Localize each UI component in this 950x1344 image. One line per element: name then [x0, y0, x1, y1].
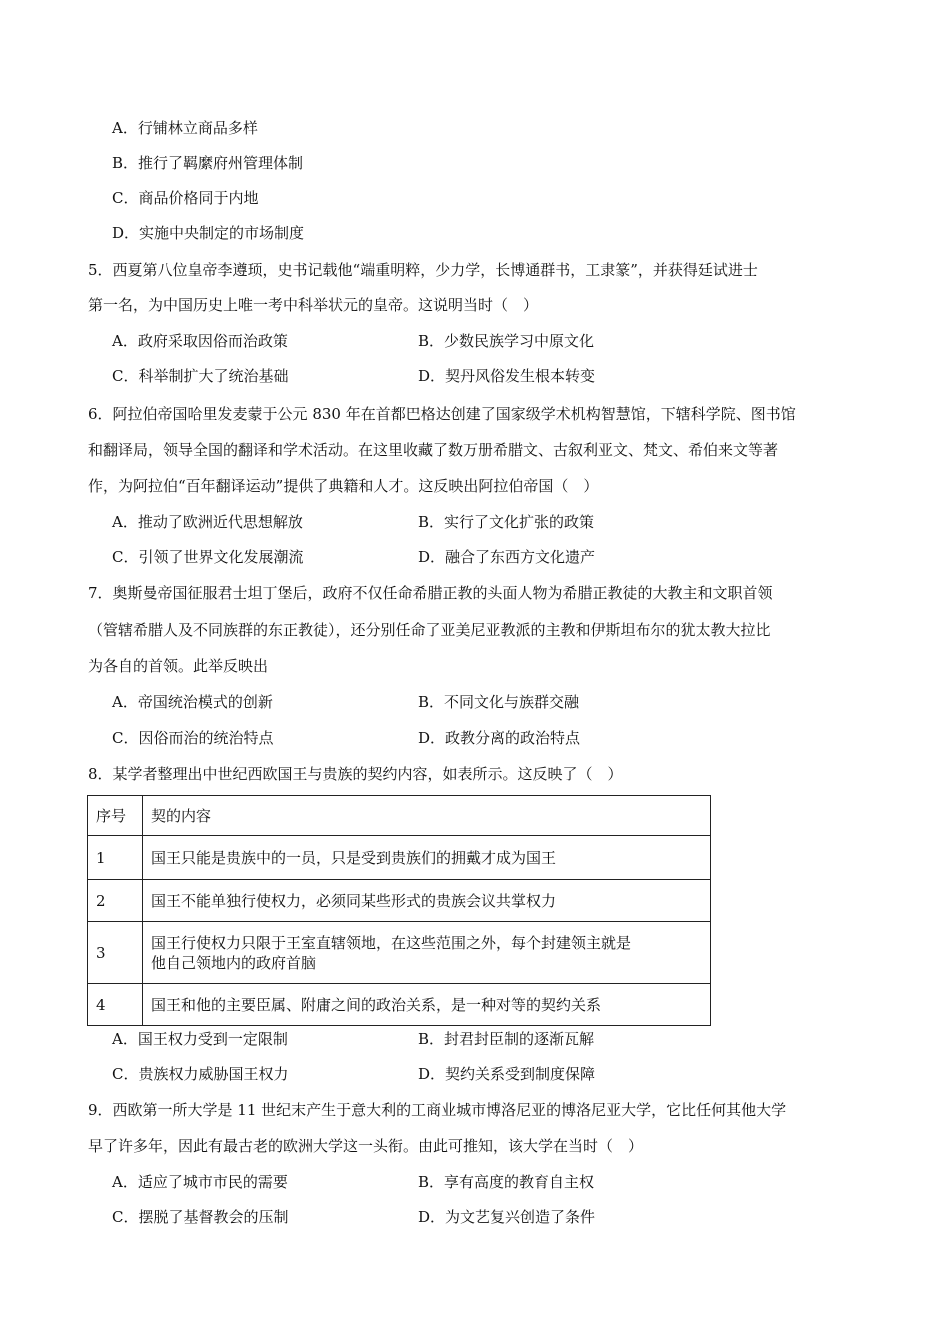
q4-option-c: C．商品价格同于内地 [112, 189, 259, 207]
q5-stem-line-1: 5．西夏第八位皇帝李遵顼，史书记载他“端重明粹，少力学，长博通群书，工隶篆”，并获得廷试进士 [88, 261, 758, 279]
q8-option-b: B．封君封臣制的逐渐瓦解 [418, 1030, 595, 1048]
q7-stem-line-1: 7．奥斯曼帝国征服君士坦丁堡后，政府不仅任命希腊正教的头面人物为希腊正教徒的大教主和文职首领 [88, 584, 773, 602]
table-cell-text-line-2: 他自己领地内的政府首脑 [151, 953, 317, 972]
q7-option-b: B．不同文化与族群交融 [418, 693, 580, 711]
q6-option-d: D．融合了东西方文化遗产 [418, 548, 596, 566]
table-row [88, 922, 711, 984]
q5-option-a: A．政府采取因俗而治政策 [112, 332, 288, 350]
q9-option-b: B．享有高度的教育自主权 [418, 1173, 595, 1191]
q4-option-b: B．推行了羁縻府州管理体制 [112, 154, 304, 172]
q5-stem-line-2: 第一名，为中国历史上唯一考中科举状元的皇帝。这说明当时（ ） [88, 296, 539, 314]
table-cell-num: 4 [88, 984, 143, 1026]
q6-option-a: A．推动了欧洲近代思想解放 [112, 513, 303, 531]
table-cell-text: 国王不能单独行使权力，必须同某些形式的贵族会议共掌权力 [143, 880, 711, 922]
q6-option-c: C．引领了世界文化发展潮流 [112, 548, 304, 566]
table-row [88, 984, 711, 1026]
q9-option-c: C．摆脱了基督教会的压制 [112, 1208, 289, 1226]
q8-option-d: D．契约关系受到制度保障 [418, 1065, 596, 1083]
q9-option-a: A．适应了城市市民的需要 [112, 1173, 288, 1191]
q8-option-a: A．国王权力受到一定限制 [112, 1030, 288, 1048]
table-cell-num: 1 [88, 836, 143, 880]
q7-stem-line-2: （管辖希腊人及不同族群的东正教徒），还分别任命了亚美尼亚教派的主教和伊斯坦布尔的犹太教大拉比 [88, 621, 771, 639]
q8-option-c: C．贵族权力威胁国王权力 [112, 1065, 289, 1083]
table-header-num: 序号 [88, 796, 143, 836]
table-cell-num: 3 [88, 922, 143, 984]
table-header-content: 契的内容 [143, 796, 711, 836]
table-cell-num: 2 [88, 880, 143, 922]
q6-stem-line-3: 作，为阿拉伯“百年翻译运动”提供了典籍和人才。这反映出阿拉伯帝国（ ） [88, 477, 599, 495]
table-cell-text-line-1: 国王行使权力只限于王室直辖领地，在这些范围之外，每个封建领主就是 [151, 933, 632, 952]
q8-stem-line-1: 8．某学者整理出中世纪西欧国王与贵族的契约内容，如表所示。这反映了（ ） [88, 765, 623, 783]
q7-option-d: D．政教分离的政治特点 [418, 729, 581, 747]
q7-option-a: A．帝国统治模式的创新 [112, 693, 273, 711]
q5-option-b: B．少数民族学习中原文化 [418, 332, 595, 350]
table-header-row [88, 796, 711, 836]
q5-option-c: C．科举制扩大了统治基础 [112, 367, 289, 385]
contract-table [87, 795, 711, 1026]
table-cell-text: 国王和他的主要臣属、附庸之间的政治关系，是一种对等的契约关系 [143, 984, 711, 1026]
table-row [88, 880, 711, 922]
table-row [88, 836, 711, 880]
q6-stem-line-2: 和翻译局，领导全国的翻译和学术活动。在这里收藏了数万册希腊文、古叙利亚文、梵文、希伯来文等著 [88, 441, 779, 459]
q6-option-b: B．实行了文化扩张的政策 [418, 513, 595, 531]
q4-option-a: A．行铺林立商品多样 [112, 119, 258, 137]
q7-option-c: C．因俗而治的统治特点 [112, 729, 274, 747]
q9-stem-line-2: 早了许多年，因此有最古老的欧洲大学这一头衔。由此可推知，该大学在当时（ ） [88, 1137, 644, 1155]
table-cell-text: 国王只能是贵族中的一员，只是受到贵族们的拥戴才成为国王 [143, 836, 711, 880]
q7-stem-line-3: 为各自的首领。此举反映出 [88, 657, 269, 675]
q4-option-d: D．实施中央制定的市场制度 [112, 224, 305, 242]
table-cell-text [143, 922, 711, 984]
q9-stem-line-1: 9．西欧第一所大学是 11 世纪末产生于意大利的工商业城市博洛尼亚的博洛尼亚大学，它比任何其他大学 [88, 1101, 787, 1119]
q9-option-d: D．为文艺复兴创造了条件 [418, 1208, 596, 1226]
q6-stem-line-1: 6．阿拉伯帝国哈里发麦蒙于公元 830 年在首都巴格达创建了国家级学术机构智慧馆，下辖科学院、图书馆 [88, 405, 796, 423]
q5-option-d: D．契丹风俗发生根本转变 [418, 367, 596, 385]
